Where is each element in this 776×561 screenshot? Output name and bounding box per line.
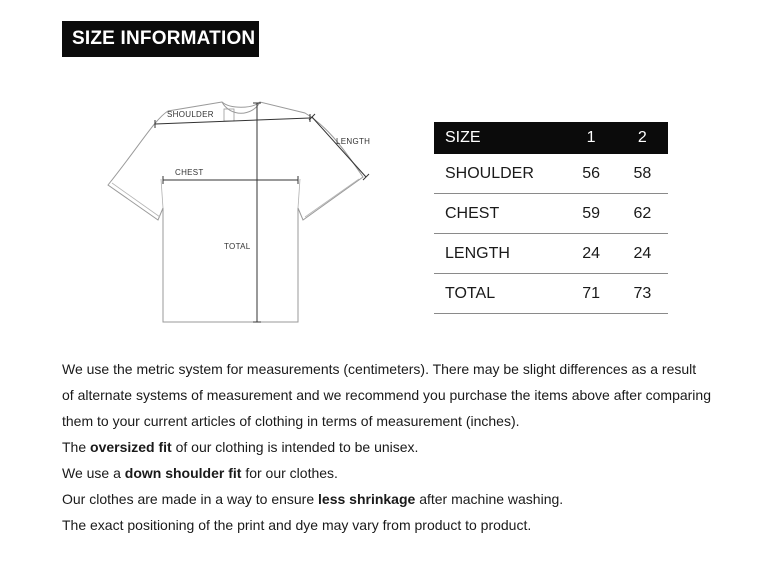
note-emphasis: less shrinkage	[318, 491, 416, 507]
note-text: The	[62, 439, 91, 455]
total-label: TOTAL	[224, 242, 251, 251]
note-line: We use the metric system for measurements (centimeters). There may be slight differences as a result	[62, 361, 697, 377]
table-row	[434, 194, 668, 234]
note-line: The exact positioning of the print and dye may vary from product to product.	[62, 517, 532, 533]
note-line	[62, 460, 742, 486]
page-title: SIZE INFORMATION	[62, 21, 259, 57]
table-row	[434, 154, 668, 194]
size-notes	[62, 356, 742, 538]
note-text: after machine washing.	[415, 491, 564, 507]
chest-label: CHEST	[175, 168, 204, 177]
row-value: 73	[633, 284, 652, 302]
length-label: LENGTH	[336, 137, 371, 146]
row-label: SHOULDER	[445, 164, 534, 182]
shoulder-label: SHOULDER	[167, 110, 214, 119]
tshirt-diagram	[100, 95, 380, 330]
row-value: 59	[582, 204, 600, 222]
row-value: 56	[582, 164, 600, 182]
table-header-row	[434, 122, 668, 154]
note-line	[62, 486, 742, 512]
row-value: 24	[633, 244, 652, 262]
note-text: of our clothing is intended to be unisex.	[171, 439, 419, 455]
note-line	[62, 434, 742, 460]
size-header: SIZE	[445, 129, 481, 146]
row-value: 71	[582, 284, 600, 302]
size-2-header: 2	[637, 129, 647, 146]
note-text: We use a	[62, 465, 125, 481]
table-row	[434, 274, 668, 314]
row-label: CHEST	[445, 204, 500, 222]
size-1-header: 1	[586, 129, 596, 146]
row-label: LENGTH	[445, 244, 510, 262]
note-emphasis: down shoulder fit	[124, 465, 242, 481]
row-value: 62	[633, 204, 652, 222]
row-label: TOTAL	[445, 284, 496, 302]
row-value: 58	[633, 164, 652, 182]
note-line: of alternate systems of measurement and we recommend you purchase the items above after comparing	[62, 387, 711, 403]
size-table	[434, 122, 668, 314]
note-text: for our clothes.	[241, 465, 338, 481]
row-value: 24	[582, 244, 600, 262]
tshirt-outline-icon	[100, 95, 380, 330]
table-row	[434, 234, 668, 274]
note-emphasis: oversized fit	[90, 439, 172, 455]
note-text: Our clothes are made in a way to ensure	[62, 491, 319, 507]
note-line: them to your current articles of clothing in terms of measurement (inches).	[62, 413, 520, 429]
